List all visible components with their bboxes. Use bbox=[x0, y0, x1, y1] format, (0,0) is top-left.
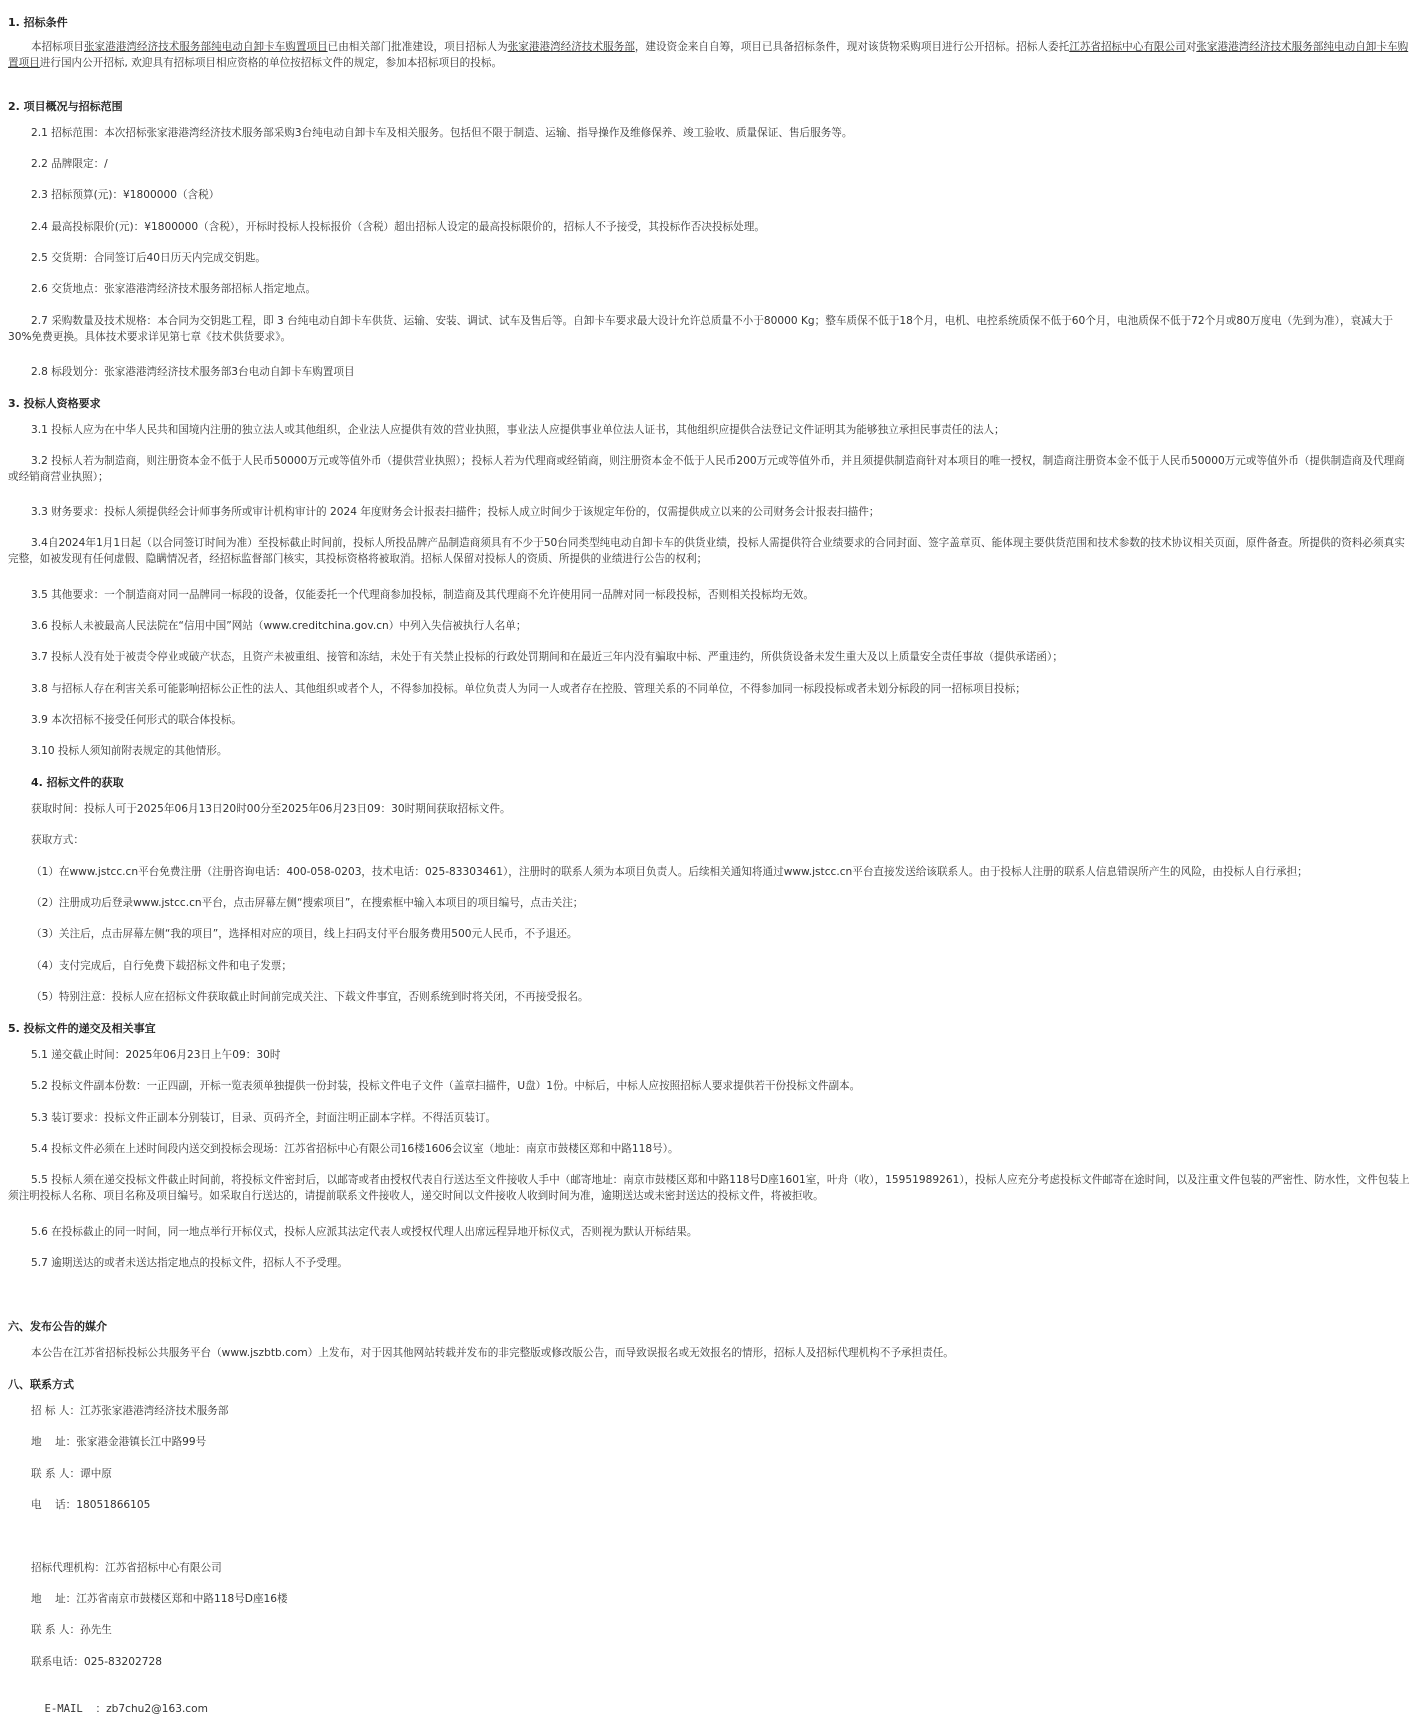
agency-name-link: 江苏省招标中心有限公司 bbox=[1069, 41, 1186, 53]
section-8-title: 八、联系方式 bbox=[8, 1378, 74, 1391]
section-3-title: 3. 投标人资格要求 bbox=[8, 397, 101, 410]
section-3-item: 3.9 本次招标不接受任何形式的联合体投标。 bbox=[31, 714, 242, 726]
email-line bbox=[8, 1686, 208, 1733]
agency-line: 联系电话：025-83202728 bbox=[31, 1656, 162, 1668]
section-2-item: 2.8 标段划分：张家港港湾经济技术服务部3台电动自卸卡车购置项目 bbox=[31, 366, 355, 378]
contact-line: 地 址：张家港金港镇长江中路99号 bbox=[31, 1436, 207, 1448]
s1-text-c: ，建设资金来自自筹，项目已具备招标条件，现对该货物采购项目进行公开招标。招标人委托 bbox=[634, 41, 1070, 53]
section-3-item: 3.7 投标人没有处于被责令停业或破产状态，且资产未被重组、接管和冻结，未处于有关禁止投标的行政处罚期间和在最近三年内没有骗取中标、严重违约，所供货设备未发生重大及以上质量安全责任事故（提供承诺函）； bbox=[31, 651, 1063, 663]
s1-text-b: 已由相关部门批准建设，项目招标人为 bbox=[327, 41, 508, 53]
section-5-item: 5.4 投标文件必须在上述时间段内送交到投标会现场：江苏省招标中心有限公司16楼1606会议室（地址：南京市鼓楼区郑和中路118号）。 bbox=[31, 1143, 679, 1155]
section-3-item: 3.4自2024年1月1日起（以合同签订时间为准）至投标截止时间前，投标人所投品牌产品制造商须具有不少于50台同类型纯电动自卸卡车的供货业绩，投标人需提供符合业绩要求的合同封面、签字盖章页、能体现主要供货范围和技术参数的技术协议相关页面，原件备查。所提供的资料必须真实完整，如被发现有任何虚假、隐瞒情况者，经招标监督部门核实，其投标资格将被取消。招标人保留对投标人的资质、所提供的业绩进行公告的权利； bbox=[8, 537, 1405, 565]
section-4-method: （4）支付完成后，自行免费下载招标文件和电子发票； bbox=[31, 960, 292, 972]
section-5-item: 5.7 逾期送达的或者未送达指定地点的投标文件，招标人不予受理。 bbox=[31, 1257, 348, 1269]
section-5-item: 5.3 装订要求：投标文件正副本分别装订，目录、页码齐全，封面注明正副本字样。不得活页装订。 bbox=[31, 1112, 497, 1124]
email-address: zb7chu2@163.com bbox=[106, 1702, 208, 1715]
s1-text-e: 进行国内公开招标, 欢迎具有招标项目相应资格的单位按招标文件的规定，参加本招标项目的投标。 bbox=[39, 56, 503, 69]
section-2-item: 2.7 采购数量及技术规格：本合同为交钥匙工程，即 3 台纯电动自卸卡车供货、运输、安装、调试、试车及售后等。自卸卡车要求最大设计允许总质量不小于80000 Kg；整车质保不低于18个月，电机、电控系统质保不低于60个月，电池质保不低于72个月或80万度电（先到为准），衰减大于30%免费更换。具体技术要求详见第七章《技术供货要求》。 bbox=[8, 315, 1393, 343]
s1-text-d: 对 bbox=[1185, 41, 1197, 53]
section-3-item: 3.5 其他要求：一个制造商对同一品牌同一标段的设备，仅能委托一个代理商参加投标，制造商及其代理商不允许使用同一品牌对同一标段投标，否则相关投标均无效。 bbox=[31, 589, 814, 601]
section-4-title: 4. 招标文件的获取 bbox=[31, 776, 124, 789]
section-4-method: （3）关注后，点击屏幕左侧“我的项目”，选择相对应的项目，线上扫码支付平台服务费用500元人民币，不予退还。 bbox=[31, 928, 578, 940]
section-2-item: 2.3 招标预算(元)：¥1800000（含税） bbox=[31, 189, 220, 201]
contact-line: 电 话：18051866105 bbox=[31, 1499, 151, 1511]
section-3-item: 3.1 投标人应为在中华人民共和国境内注册的独立法人或其他组织，企业法人应提供有效的营业执照，事业法人应提供事业单位法人证书，其他组织应提供合法登记文件证明其为能够独立承担民事责任的法人； bbox=[31, 424, 1005, 436]
section-4-method: （5）特别注意：投标人应在招标文件获取截止时间前完成关注、下载文件事宜，否则系统到时将关闭，不再接受报名。 bbox=[31, 991, 589, 1003]
section-2-title: 2. 项目概况与招标范围 bbox=[8, 100, 123, 113]
section-4-method: （2）注册成功后登录www.jstcc.cn平台，点击屏幕左侧“搜索项目”，在搜索框中输入本项目的项目编号，点击关注； bbox=[31, 897, 584, 909]
s1-text-a: 本招标项目 bbox=[31, 41, 84, 53]
project-name-link-1: 张家港港湾经济技术服务部纯电动自卸卡车购置项目 bbox=[83, 41, 328, 53]
section-2-item: 2.5 交货期：合同签订后40日历天内完成交钥匙。 bbox=[31, 252, 266, 264]
section-2-item: 2.6 交货地点：张家港港湾经济技术服务部招标人指定地点。 bbox=[31, 283, 317, 295]
contact-line: 联 系 人：谭中原 bbox=[31, 1468, 112, 1480]
section-4-method-label: 获取方式： bbox=[31, 834, 84, 846]
agency-line: 联 系 人：孙先生 bbox=[31, 1624, 112, 1636]
agency-line: 招标代理机构：江苏省招标中心有限公司 bbox=[31, 1562, 222, 1574]
agency-line: 地 址：江苏省南京市鼓楼区郑和中路118号D座16楼 bbox=[31, 1593, 288, 1605]
section-5-item: 5.2 投标文件副本份数：一正四副，开标一览表须单独提供一份封装，投标文件电子文件（盖章扫描件，U盘）1份。中标后，中标人应按照招标人要求提供若干份投标文件副本。 bbox=[31, 1080, 861, 1092]
section-6-text: 本公告在江苏省招标投标公共服务平台（www.jszbtb.com）上发布，对于因其他网站转载并发布的非完整版或修改版公告，而导致误报名或无效报名的情形，招标人及招标代理机构不予承担责任。 bbox=[31, 1347, 954, 1359]
section-3-item: 3.10 投标人须知前附表规定的其他情形。 bbox=[31, 745, 228, 757]
section-2-item: 2.2 品牌限定：/ bbox=[31, 158, 108, 170]
section-4-time: 获取时间：投标人可于2025年06月13日20时00分至2025年06月23日09：30时期间获取招标文件。 bbox=[31, 803, 511, 815]
contact-line: 招 标 人：江苏张家港港湾经济技术服务部 bbox=[31, 1405, 229, 1417]
email-label: E-MAIL ： bbox=[44, 1702, 107, 1715]
tenderer-name-link: 张家港港湾经济技术服务部 bbox=[507, 41, 635, 53]
section-5-item: 5.6 在投标截止的同一时间，同一地点举行开标仪式，投标人应派其法定代表人或授权代理人出席远程异地开标仪式，否则视为默认开标结果。 bbox=[31, 1226, 698, 1238]
section-3-item: 3.2 投标人若为制造商，则注册资本金不低于人民币50000万元或等值外币（提供营业执照）；投标人若为代理商或经销商，则注册资本金不低于人民币200万元或等值外币，并且须提供制造商针对本项目的唯一授权，制造商注册资本金不低于人民币50000万元或等值外币（提供制造商及代理商或经销商营业执照）； bbox=[8, 455, 1405, 483]
section-1-title: 1. 招标条件 bbox=[8, 16, 68, 29]
section-5-title: 5. 投标文件的递交及相关事宜 bbox=[8, 1022, 156, 1035]
section-6-title: 六、发布公告的媒介 bbox=[8, 1320, 107, 1333]
section-2-item: 2.1 招标范围：本次招标张家港港湾经济技术服务部采购3台纯电动自卸卡车及相关服务。包括但不限于制造、运输、指导操作及维修保养、竣工验收、质量保证、售后服务等。 bbox=[31, 127, 853, 139]
section-3-item: 3.8 与招标人存在利害关系可能影响招标公正性的法人、其他组织或者个人，不得参加投标。单位负责人为同一人或者存在控股、管理关系的不同单位，不得参加同一标段投标或者未划分标段的同一招标项目投标； bbox=[31, 683, 1026, 695]
section-2-item: 2.4 最高投标限价(元)：¥1800000（含税），开标时投标人投标报价（含税）超出招标人设定的最高投标限价的，招标人不予接受，其投标作否决投标处理。 bbox=[31, 221, 765, 233]
section-5-item: 5.5 投标人须在递交投标文件截止时间前，将投标文件密封后，以邮寄或者由授权代表自行送达至文件接收人手中（邮寄地址：南京市鼓楼区郑和中路118号D座1601室，叶舟（收），15951989261），投标人应充分考虑投标文件邮寄在途时间，以及注重文件包装的严密性、防水性，文件包装上须注明投标人名称、项目名称及项目编号。如采取自行送达的，请提前联系文件接收人，递交时间以文件接收人收到时间为准，逾期送达或未密封送达的投标文件，将被拒收。 bbox=[8, 1174, 1410, 1202]
section-3-item: 3.3 财务要求：投标人须提供经会计师事务所或审计机构审计的 2024 年度财务会计报表扫描件；投标人成立时间少于该规定年份的，仅需提供成立以来的公司财务会计报表扫描件； bbox=[31, 506, 880, 518]
section-5-item: 5.1 递交截止时间：2025年06月23日上午09：30时 bbox=[31, 1049, 281, 1061]
section-1-paragraph bbox=[8, 40, 1412, 71]
section-4-method: （1）在www.jstcc.cn平台免费注册（注册咨询电话：400-058-0203，技术电话：025-83303461），注册时的联系人须为本项目负责人。后续相关通知将通过www.jstcc.cn平台直接发送给该联系人。由于投标人注册的联系人信息错误所产生的风险，由投标人自行承担； bbox=[31, 866, 1308, 878]
section-3-item: 3.6 投标人未被最高人民法院在“信用中国”网站（www.creditchina.gov.cn）中列入失信被执行人名单； bbox=[31, 620, 527, 632]
project-name-link-2: 张家港港湾经济技术服务部纯电动自卸卡车购置项目 bbox=[8, 41, 1409, 69]
